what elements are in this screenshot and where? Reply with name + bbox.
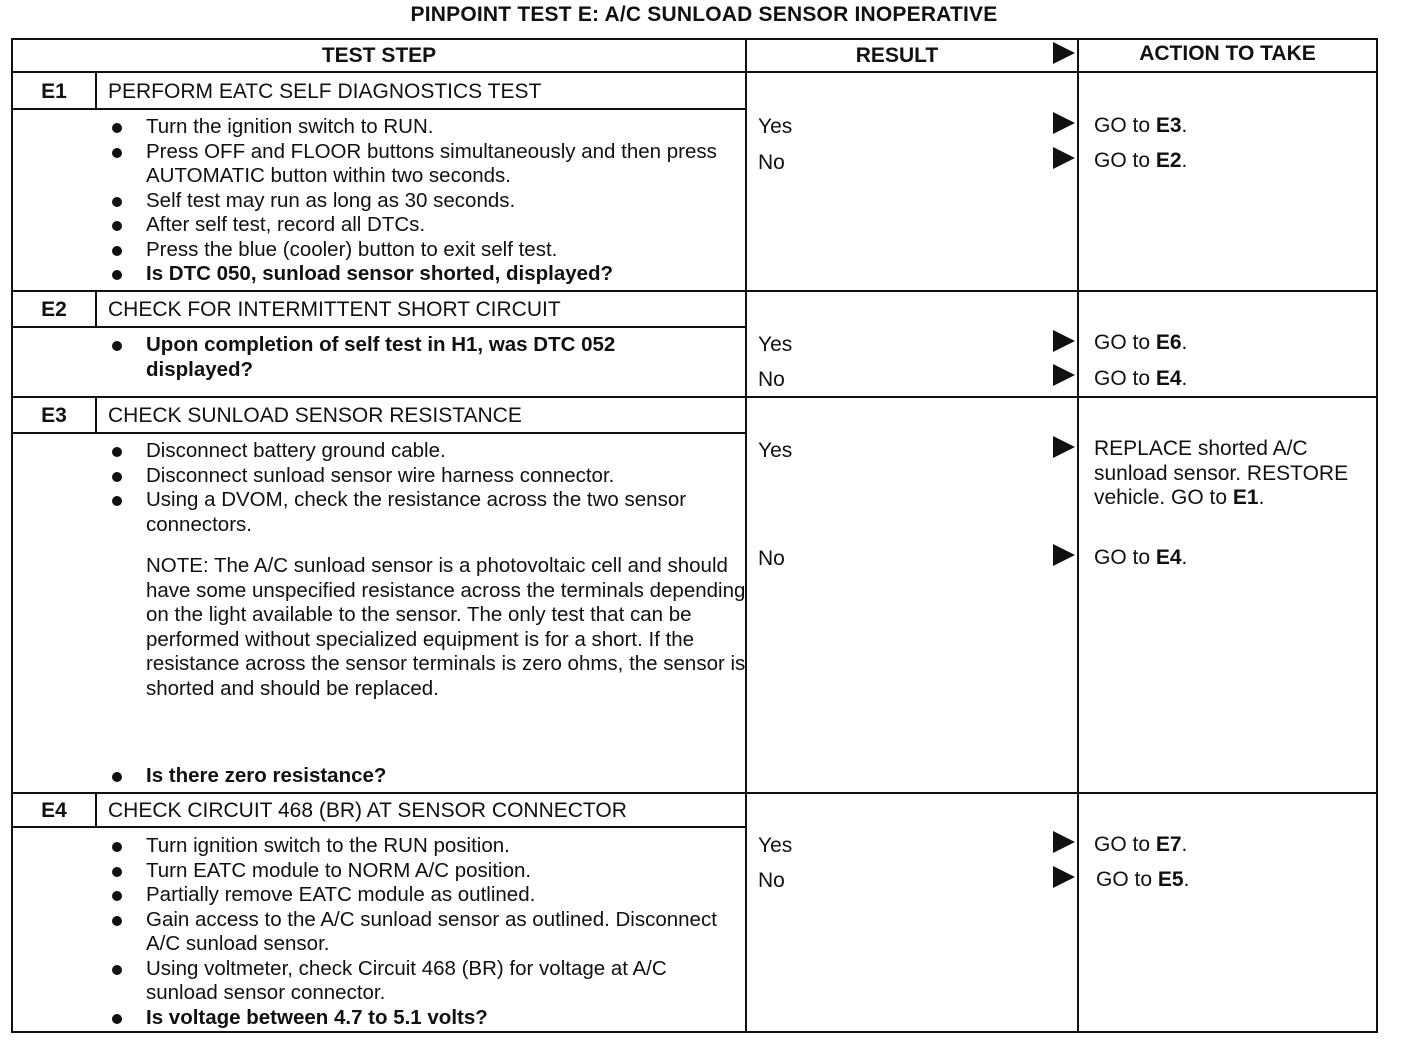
bullet-question: Upon completion of self test in H1, was DTC 052 displayed? [108,333,708,382]
bullet-item: Self test may run as long as 30 seconds. [108,189,738,214]
arrow-icon [1053,436,1075,458]
result-yes: Yes [758,834,793,857]
bullet-item: Turn the ignition switch to RUN. [108,115,738,140]
bullet-item: Press OFF and FLOOR buttons simultaneously and then press AUTOMATIC button within two seconds. [108,140,738,189]
header-result: RESULT [855,44,939,67]
action-text: GO to E3. [1094,114,1188,137]
bullet-question: Is voltage between 4.7 to 5.1 volts? [108,1006,738,1031]
result-yes: Yes [758,333,793,356]
arrow-icon [1053,831,1075,853]
bullet-item: Gain access to the A/C sunload sensor as outlined. Disconnect A/C sunload sensor. [108,908,738,957]
bullet-item: Disconnect battery ground cable. [108,439,738,464]
header-test-step: TEST STEP [321,44,437,67]
step-id: E1 [41,80,67,103]
bullet-item: Turn EATC module to NORM A/C position. [108,859,738,884]
arrow-icon [1053,364,1075,386]
step-title: PERFORM EATC SELF DIAGNOSTICS TEST [108,80,542,103]
action-text: GO to E4. [1094,367,1188,390]
action-text: GO to E4. [1094,546,1188,569]
step-id: E3 [41,404,67,427]
bullet-item: Using a DVOM, check the resistance across the two sensor connectors. [108,488,738,537]
arrow-icon [1053,147,1075,169]
bullet-item: After self test, record all DTCs. [108,213,738,238]
action-text: GO to E6. [1094,331,1188,354]
bullet-item: Using voltmeter, check Circuit 468 (BR) for voltage at A/C sunload sensor connector. [108,957,738,1006]
step-bullets [108,764,738,789]
step-title: CHECK CIRCUIT 468 (BR) AT SENSOR CONNECTOR [108,799,627,822]
bullet-question: Is DTC 050, sunload sensor shorted, displayed? [108,262,738,287]
header-action: ACTION TO TAKE [1139,42,1316,65]
action-text: GO to E7. [1094,833,1188,856]
bullet-item: Disconnect sunload sensor wire harness connector. [108,464,738,489]
arrow-icon [1053,544,1075,566]
bullet-item: Turn ignition switch to the RUN position. [108,834,738,859]
result-yes: Yes [758,439,793,462]
result-yes: Yes [758,115,793,138]
bullet-item: Partially remove EATC module as outlined. [108,883,738,908]
result-no: No [758,547,785,570]
step-id: E2 [41,298,67,321]
action-text: REPLACE shorted A/C sunload sensor. RESTORE vehicle. GO to E1. [1094,437,1349,509]
result-no: No [758,368,785,391]
page-title: PINPOINT TEST E: A/C SUNLOAD SENSOR INOPERATIVE [410,3,998,26]
step-bullets [108,439,738,537]
step-title: CHECK FOR INTERMITTENT SHORT CIRCUIT [108,298,561,321]
action-text: GO to E2. [1094,149,1188,172]
header-arrow-icon [1053,42,1075,64]
arrow-icon [1053,866,1075,888]
action-text: GO to E5. [1096,868,1190,891]
result-no: No [758,151,785,174]
step-bullets [108,333,708,382]
note-text: NOTE: The A/C sunload sensor is a photovoltaic cell and should have some unspecified resistance across the terminals depending on the light available to the sensor. The only test that can be performed without specialized equipment is for a short. If the resistance across the sensor terminals is zero ohms, the sensor is shorted and should be replaced. [146,554,746,700]
bullet-item: Press the blue (cooler) button to exit self test. [108,238,738,263]
step-bullets [108,115,738,287]
step-title: CHECK SUNLOAD SENSOR RESISTANCE [108,404,522,427]
arrow-icon [1053,330,1075,352]
step-bullets [108,834,738,1030]
arrow-icon [1053,112,1075,134]
result-no: No [758,869,785,892]
step-id: E4 [41,799,67,822]
bullet-question: Is there zero resistance? [108,764,738,789]
